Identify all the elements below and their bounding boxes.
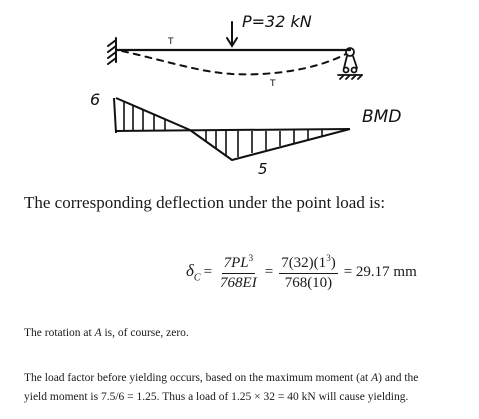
pin-support-icon [338,48,362,79]
load-factor-line-2: yield moment is 7.5/6 = 1.25. Thus a load of 1.25 × 32 = 40 kN will cause yielding. [24,391,409,403]
bmd-axis [114,98,116,133]
point-load-arrow-icon [227,22,237,46]
fixed-support-icon [108,38,116,64]
load-label: P=32 kN [242,12,312,31]
equals-sign-2: = [264,263,274,280]
equation-result: = 29.17 mm [343,263,417,280]
bending-moment-diagram [114,98,350,160]
moment-value-left: 6 [90,90,101,109]
rotation-paragraph: The rotation at A is, of course, zero. [24,327,189,339]
section-heading: The corresponding deflection under the point load is: [24,193,386,212]
diagram-label: BMD [362,107,402,127]
beam-end-label: T [168,37,174,47]
fraction-general: $\frac{7PL^3}{768EI}$ [220,252,257,291]
bmd-baseline [116,129,350,131]
load-factor-paragraph [24,369,418,407]
beam-sketch [0,0,479,190]
fraction-substituted: $\frac{7(32)(1^3)}{768(10)}$ [281,252,336,291]
equals-sign: = [203,263,213,280]
deflected-shape [122,51,346,74]
load-factor-line-1: The load factor before yielding occurs, based on the maximum moment (at A) and the [24,372,419,384]
deflection-equation [186,246,420,298]
lhs-symbol: $\delta_C$ [186,260,201,284]
moment-value-mid: 5 [258,160,268,178]
deflected-label: T [270,79,276,89]
